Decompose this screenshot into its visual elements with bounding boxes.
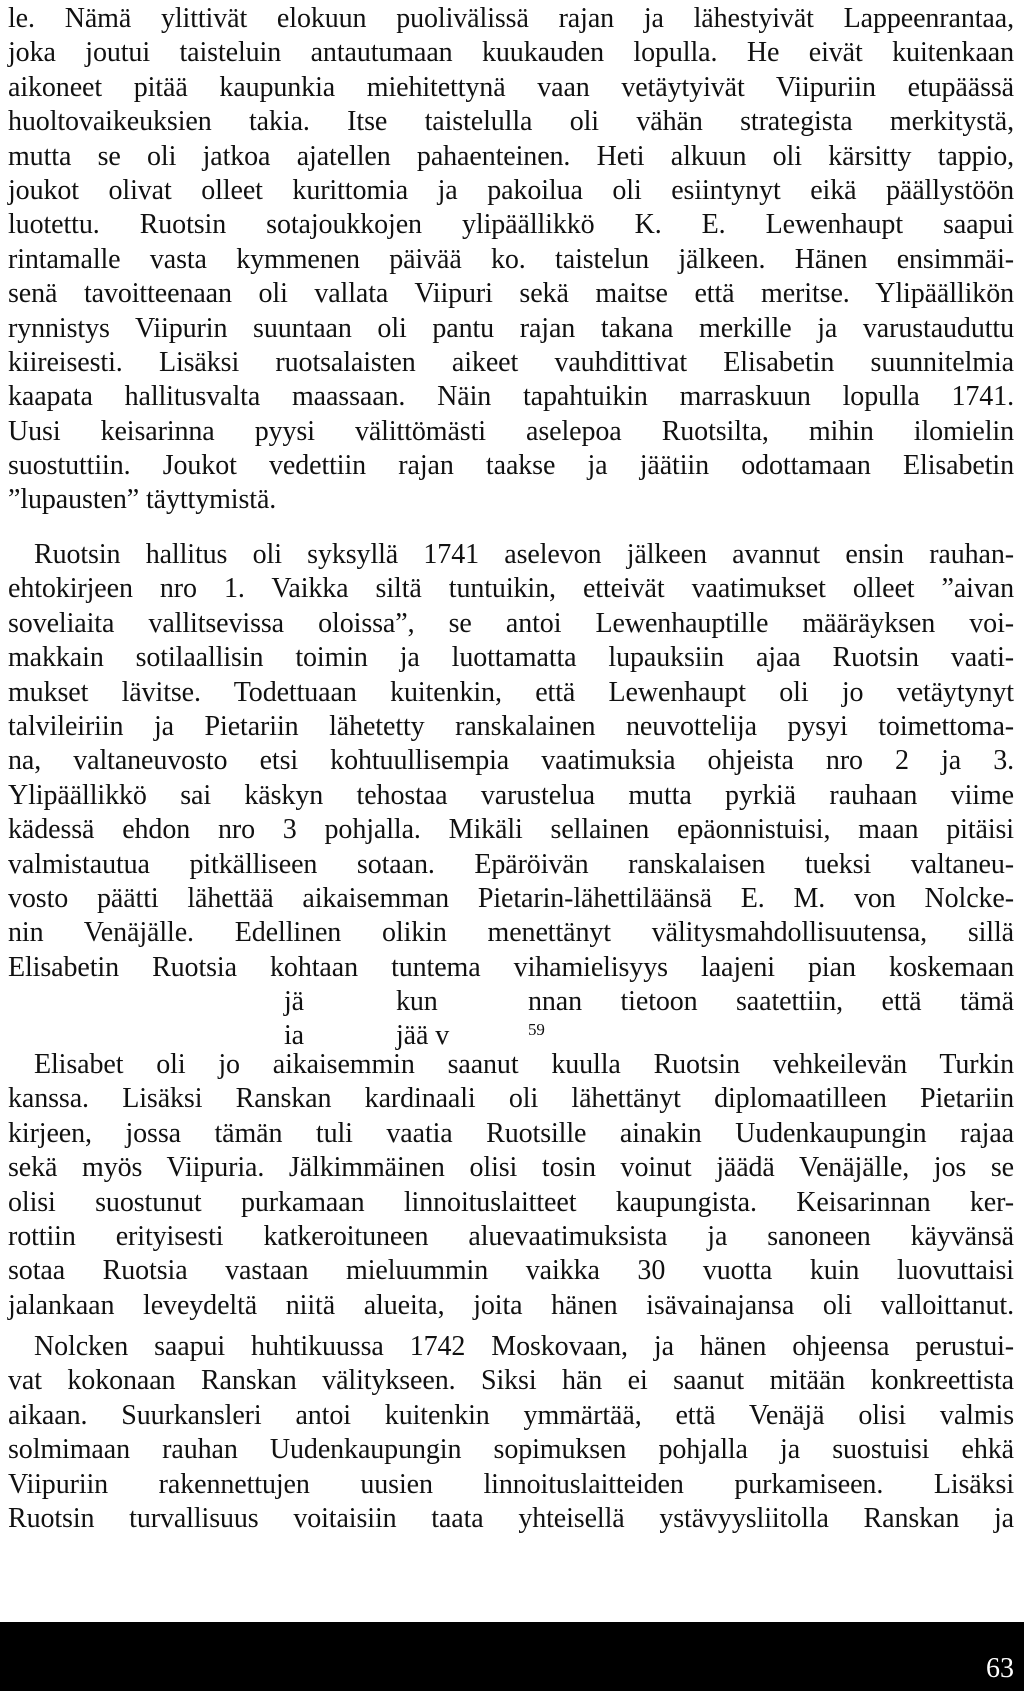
text-line: nin Venäjälle. Edellinen olikin menettänyt välitysmahdollisuutensa, sillä (8, 917, 1014, 949)
text-line: joukot olivat olleet kurittomia ja pakoilua oli esiintynyt eikä päällystöön (8, 174, 1014, 206)
text-line: solmimaan rauhan Uudenkaupungin sopimuksen pohjalla ja suostuisi ehkä (8, 1434, 1014, 1466)
text-line: vat kokonaan Ranskan välitykseen. Siksi hän ei saanut mitään konkreettista (8, 1365, 1014, 1397)
paragraph-2 (8, 538, 1014, 1054)
paragraph-4 (8, 1330, 1014, 1536)
fragment-text: jää v (396, 1020, 450, 1052)
text-line: le. Nämä ylittivät elokuun puolivälissä rajan ja lähestyivät Lappeenrantaa, (8, 3, 1014, 34)
text-line: kanssa. Lisäksi Ranskan kardinaali oli lähettänyt diplomaatilleen Pietariin (8, 1083, 1014, 1115)
text-line: kiireisesti. Lisäksi ruotsalaisten aikeet vauhdittivat Elisabetin suunnitelmia (8, 346, 1014, 378)
text-line: Ruotsin turvallisuus voitaisiin taata yhteisellä ystävyysliitolla Ranskan ja (8, 1502, 1014, 1534)
text-line: Uusi keisarinna pyysi välittömästi aselepoa Ruotsilta, mihin ilomielin (8, 415, 1014, 447)
footnote-reference: 59 (528, 1020, 545, 1040)
text-line: Ruotsin hallitus oli syksyllä 1741 aselevon jälkeen avannut ensin rauhan- (34, 539, 1014, 570)
text-line: mutta se oli jatkoa ajatellen pahaenteinen. Heti alkuun oli kärsitty tappio, (8, 140, 1014, 172)
fragment-text: ia (284, 1020, 305, 1052)
text-line: kirjeen, jossa tämän tuli vaatia Ruotsille ainakin Uudenkaupungin rajaa (8, 1117, 1014, 1149)
text-line: Nolcken saapui huhtikuussa 1742 Moskovaan, ja hänen ohjeensa perustui- (34, 1331, 1014, 1362)
text-line: olisi suostunut purkamaan linnoituslaitteet kaupungista. Keisarinnan ker- (8, 1186, 1014, 1218)
text-line: joka joutui taisteluin antautumaan kuukauden lopulla. He eivät kuitenkaan (8, 37, 1014, 69)
page-number: 63 (986, 1653, 1014, 1684)
page-footer-band (0, 1622, 1024, 1691)
text-line: rintamalle vasta kymmenen päivää ko. taistelun jälkeen. Hänen ensimmäi- (8, 243, 1014, 275)
text-line: vosto päätti lähettää aikaisemman Pietarin-lähettiläänsä E. M. von Nolcke- (8, 882, 1014, 914)
text-line: Viipuriin rakennettujen uusien linnoituslaitteiden purkamiseen. Lisäksi (8, 1468, 1014, 1500)
text-line: soveliaita vallitsevissa oloissa”, se antoi Lewenhauptille määräyksen voi- (8, 607, 1014, 639)
text-line: aikoneet pitää kaupunkia miehitettynä vaan vetäytyivät Viipuriin etupäässä (8, 71, 1014, 103)
text-line: kaapata hallitusvalta maassaan. Näin tapahtuikin marraskuun lopulla 1741. (8, 381, 1014, 413)
text-line: valmistautua pitkälliseen sotaan. Epäröivän ranskalaisen tueksi valtaneu- (8, 848, 1014, 880)
fragment-text: nnan tietoon saatettiin, että tämä (528, 986, 1014, 1018)
text-line: ”lupausten” täyttymistä. (8, 484, 277, 516)
text-line: na, valtaneuvosto etsi kohtuullisempia vaatimuksia ohjeista nro 2 ja 3. (8, 745, 1014, 777)
fragment-text: jä (284, 986, 305, 1018)
text-line: aikaan. Suurkansleri antoi kuitenkin ymmärtää, että Venäjä olisi valmis (8, 1399, 1014, 1431)
text-line: talvileiriin ja Pietariin lähetetty ranskalainen neuvottelija pysyi toimettoma- (8, 710, 1014, 742)
text-line: mukset lävitse. Todettuaan kuitenkin, että Lewenhaupt oli jo vetäytynyt (8, 676, 1014, 708)
text-line: Ylipäällikkö sai käskyn tehostaa varustelua mutta pyrkiä rauhaan viime (8, 779, 1014, 811)
text-line: huoltovaikeuksien takia. Itse taistelulla oli vähän strategista merkitystä, (8, 106, 1014, 138)
fragment-line-1 (8, 985, 1014, 1019)
text-line: kädessä ehdon nro 3 pohjalla. Mikäli sellainen epäonnistuisi, maan pitäisi (8, 814, 1014, 846)
text-line: senä tavoitteenaan oli vallata Viipuri sekä maitse että meritse. Ylipäällikön (8, 278, 1014, 310)
text-line: Elisabet oli jo aikaisemmin saanut kuulla Ruotsin vehkeilevän Turkin (34, 1049, 1014, 1080)
text-line: jalankaan leveydeltä niitä alueita, joita hänen isävainajansa oli valloittanut. (8, 1289, 1014, 1321)
text-line: rottiin erityisesti katkeroituneen aluevaatimuksista ja sanoneen käyvänsä (8, 1220, 1014, 1252)
text-line: suostuttiin. Joukot vedettiin rajan taakse ja jäätiin odottamaan Elisabetin (8, 450, 1014, 482)
text-line: luotettu. Ruotsin sotajoukkojen ylipäällikkö K. E. Lewenhaupt saapui (8, 209, 1014, 241)
text-line: makkain sotilaallisin toimin ja luottamatta lupauksiin ajaa Ruotsin vaati- (8, 642, 1014, 674)
fragment-text: kun (396, 986, 438, 1018)
text-line: sotaa Ruotsia vastaan mieluummin vaikka 30 vuotta kuin luovuttaisi (8, 1255, 1014, 1287)
paragraph-3 (8, 1048, 1014, 1323)
text-line: rynnistys Viipurin suuntaan oli pantu rajan takana merkille ja varustauduttu (8, 312, 1014, 344)
text-line: sekä myös Viipuria. Jälkimmäinen olisi tosin voinut jäädä Venäjälle, jos se (8, 1152, 1014, 1184)
text-line: Elisabetin Ruotsia kohtaan tuntema vihamielisyys laajeni pian koskemaan (8, 951, 1014, 983)
paragraph-1 (8, 2, 1014, 518)
text-line: ehtokirjeen nro 1. Vaikka siltä tuntuikin, etteivät vaatimukset olleet ”aivan (8, 573, 1014, 605)
